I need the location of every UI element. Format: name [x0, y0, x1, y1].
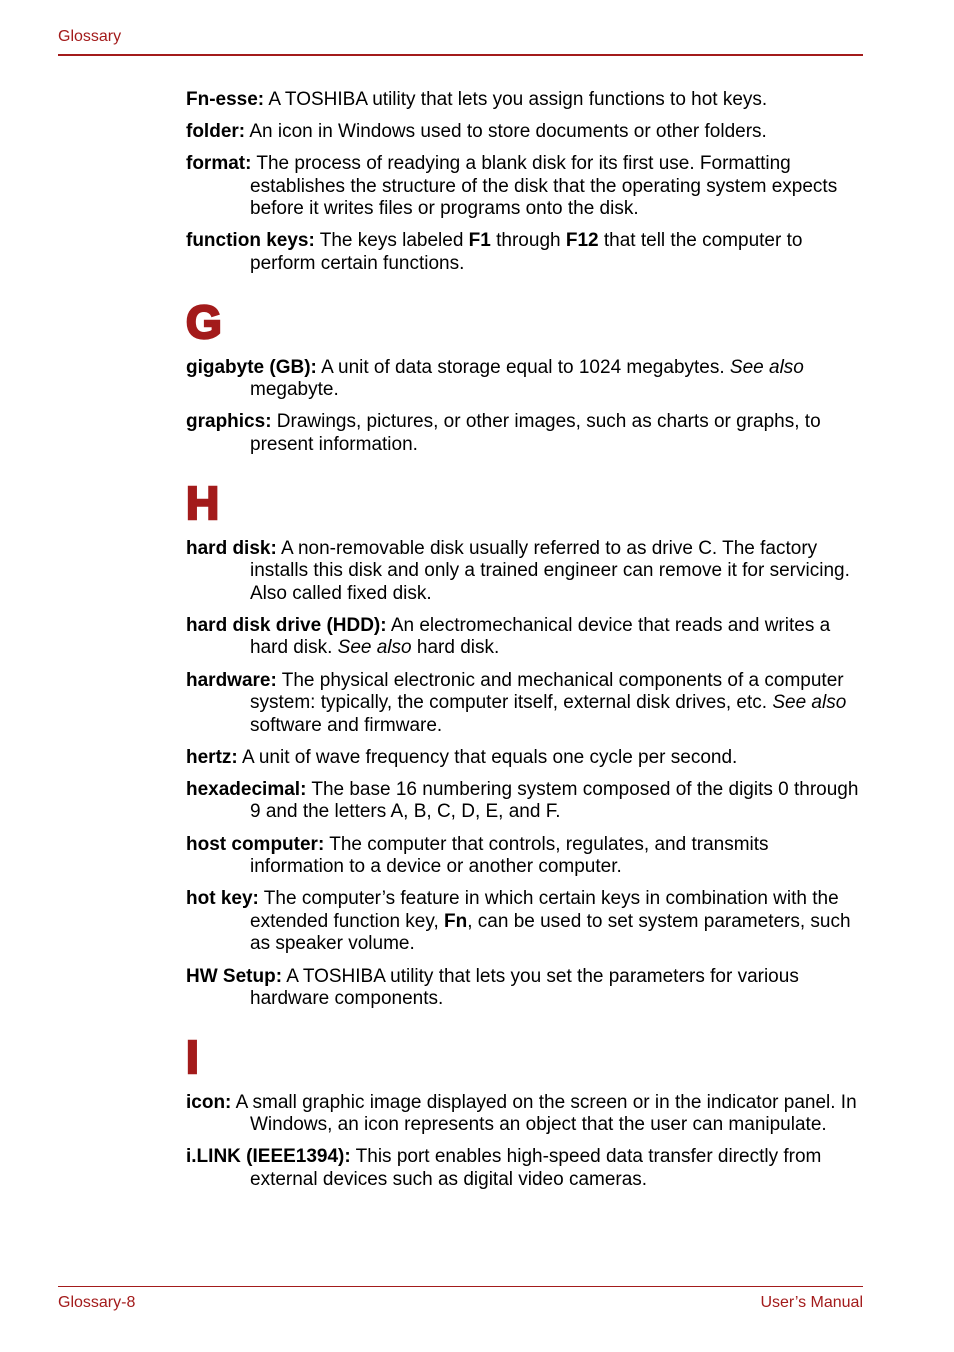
- glossary-entry-folder: [186, 121, 866, 144]
- glossary-entry-graphics: [186, 411, 866, 456]
- term: host computer:: [186, 833, 325, 855]
- glossary-entry-hot-key: [186, 888, 866, 956]
- cross-reference: software and firmware.: [250, 714, 443, 736]
- glossary-entry-function-keys: [186, 230, 866, 275]
- term: Fn-esse:: [186, 89, 265, 110]
- cross-reference: megabyte.: [250, 379, 339, 401]
- glossary-entry-hertz: [186, 747, 866, 770]
- key-name: Fn: [444, 910, 468, 932]
- glossary-entry-fn-esse: [186, 89, 866, 112]
- definition: Drawings, pictures, or other images, such as charts or graphs, to present information.: [250, 411, 821, 455]
- term: gigabyte (GB):: [186, 356, 317, 378]
- glossary-entry-hw-setup: [186, 966, 866, 1011]
- term: function keys:: [186, 230, 315, 252]
- definition: A TOSHIBA utility that lets you set the parameters for various hardware components.: [250, 965, 799, 1010]
- glossary-entry-host-computer: [186, 834, 866, 879]
- definition: , can be used to set system parameters, such as speaker volume.: [250, 910, 851, 955]
- see-also: See also: [729, 356, 804, 378]
- term: hertz:: [186, 746, 238, 768]
- definition: An electromechanical device that reads and writes a hard disk.: [250, 614, 831, 659]
- term: icon:: [186, 1091, 232, 1113]
- term: hard disk drive (HDD):: [186, 614, 387, 636]
- definition: The base 16 numbering system composed of the digits 0 through 9 and the letters A, B, C, D, E, and F.: [250, 778, 859, 823]
- see-also: See also: [337, 637, 412, 659]
- term: hot key:: [186, 888, 259, 910]
- term: format:: [186, 153, 252, 175]
- definition: The keys labeled: [314, 230, 469, 252]
- page-footer: [58, 1286, 863, 1313]
- page-header: [58, 27, 863, 56]
- definition: A unit of wave frequency that equals one cycle per second.: [237, 746, 738, 768]
- key-name: F12: [565, 230, 599, 252]
- glossary-entry-hexadecimal: [186, 779, 866, 824]
- definition: that tell the computer to perform certain functions.: [250, 230, 803, 275]
- glossary-entry-gigabyte: [186, 357, 866, 402]
- definition: A small graphic image displayed on the screen or in the indicator panel. In Windows, an icon represents an object that the user can manipulate.: [231, 1091, 857, 1136]
- definition: A TOSHIBA utility that lets you assign functions to hot keys.: [264, 89, 768, 110]
- term: hard disk:: [186, 537, 277, 559]
- section-letter-g: G: [186, 295, 222, 348]
- term: hexadecimal:: [186, 778, 307, 800]
- definition: A unit of data storage equal to 1024 megabytes.: [316, 356, 730, 378]
- definition: through: [490, 230, 566, 252]
- glossary-content: [186, 89, 866, 1192]
- glossary-entry-hard-disk-drive: [186, 615, 866, 660]
- cross-reference: hard disk.: [411, 637, 500, 659]
- section-letter-i: I: [186, 1030, 199, 1083]
- header-title: Glossary: [58, 28, 122, 45]
- footer-page-number: Glossary-8: [58, 1294, 136, 1311]
- definition: The computer’s feature in which certain keys in combination with the extended function key,: [250, 888, 839, 932]
- term: folder:: [186, 121, 246, 143]
- definition: The physical electronic and mechanical components of a computer system: typically, the computer itself, external disk drives, etc.: [250, 669, 844, 714]
- glossary-entry-hardware: [186, 670, 866, 738]
- definition: The process of readying a blank disk for its first use. Formatting establishes the structure of the disk that the operating system expects before it writes files or programs onto the disk.: [250, 153, 838, 220]
- see-also: See also: [772, 692, 847, 714]
- footer-manual-title: User’s Manual: [760, 1294, 863, 1311]
- glossary-entry-format: [186, 153, 866, 221]
- term: i.LINK (IEEE1394):: [186, 1146, 351, 1168]
- glossary-entry-icon: [186, 1092, 866, 1137]
- term: HW Setup:: [186, 965, 283, 987]
- definition: An icon in Windows used to store documents or other folders.: [245, 121, 767, 143]
- term: graphics:: [186, 411, 272, 433]
- definition: This port enables high-speed data transfer directly from external devices such as digital video cameras.: [250, 1146, 822, 1190]
- term: hardware:: [186, 669, 277, 691]
- key-name: F1: [468, 230, 491, 252]
- glossary-entry-ilink: [186, 1146, 866, 1191]
- definition: The computer that controls, regulates, and transmits information to a device or another computer.: [250, 833, 769, 878]
- section-letter-h: H: [186, 476, 220, 529]
- glossary-entry-hard-disk: [186, 538, 866, 606]
- definition: A non-removable disk usually referred to as drive C. The factory installs this disk and only a trained engineer can remove it for servicing. Also called fixed disk.: [250, 537, 850, 604]
